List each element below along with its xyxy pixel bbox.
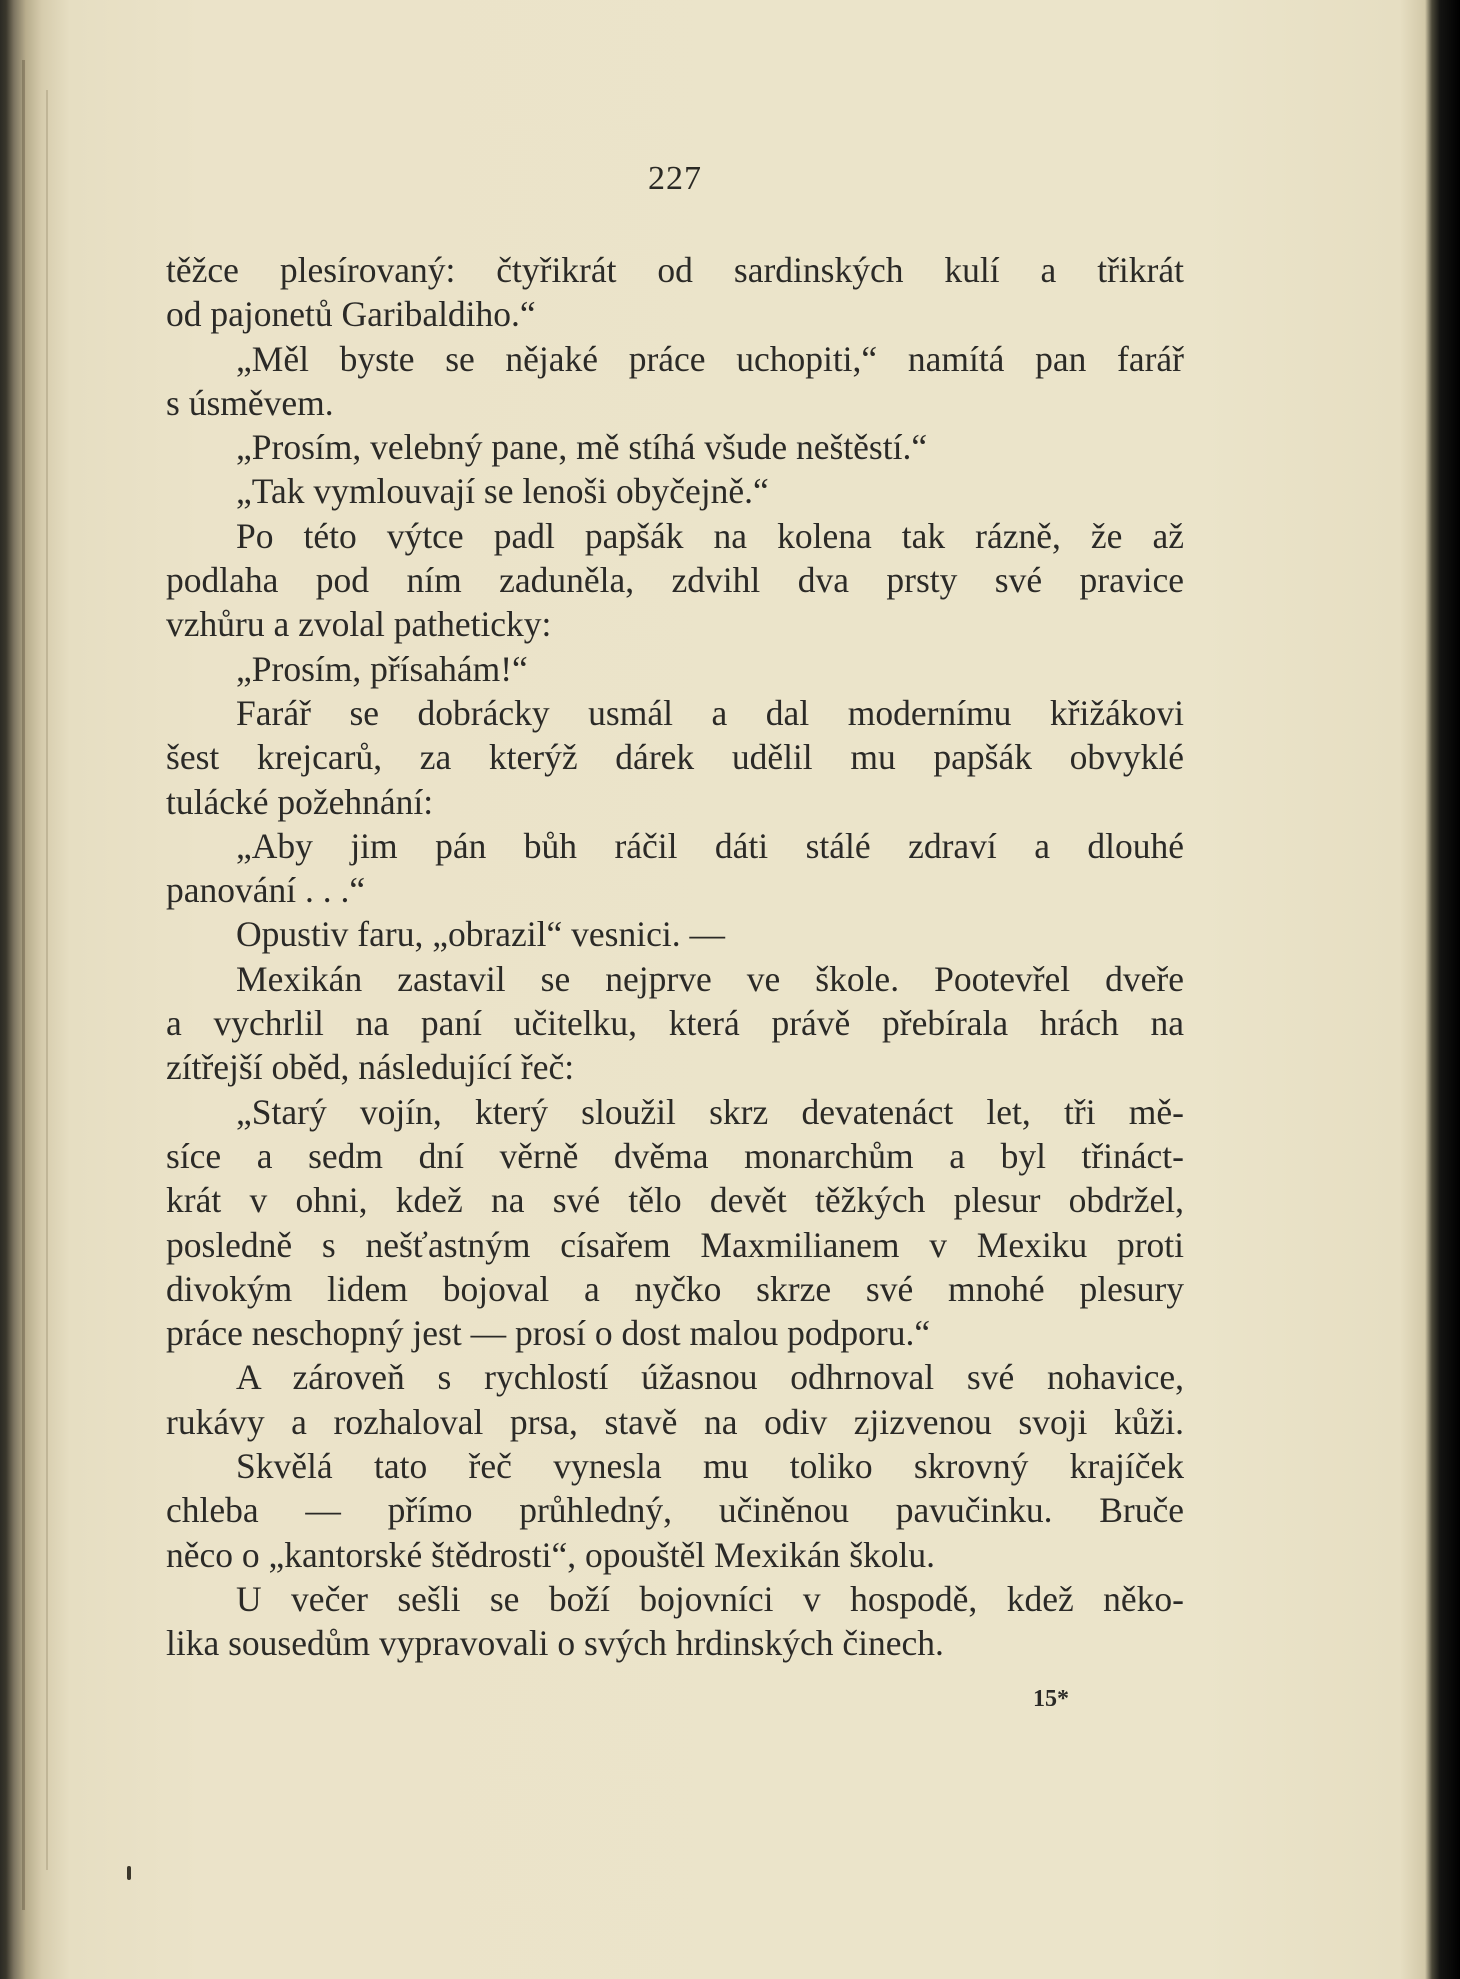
text-line: Po této výtce padl papšák na kolena tak rázně, že až <box>236 515 1184 556</box>
gutter-shadow-inner <box>46 90 48 1870</box>
text-line: síce a sedm dní věrně dvěma monarchům a byl třináct- <box>166 1135 1184 1176</box>
ink-speck <box>127 1866 131 1880</box>
text-line: tulácké požehnání: <box>166 781 434 822</box>
text-line: Skvělá tato řeč vynesla mu toliko skrovný krajíček <box>236 1446 1184 1487</box>
text-line: práce neschopný jest — prosí o dost malou podporu.“ <box>166 1313 931 1354</box>
text-line: Mexikán zastavil se nejprve ve škole. Pootevřel dveře <box>236 958 1184 999</box>
text-line: A zároveň s rychlostí úžasnou odhrnoval své nohavice, <box>236 1357 1184 1398</box>
text-line: něco o „kantorské štědrosti“, opouštěl Mexikán školu. <box>166 1534 936 1575</box>
text-line: „Tak vymlouvají se lenoši obyčejně.“ <box>236 471 769 512</box>
text-line: panování . . .“ <box>166 870 366 911</box>
text-line: zítřejší oběd, následující řeč: <box>166 1047 575 1088</box>
text-line: „Prosím, velebný pane, mě stíhá všude neštěstí.“ <box>236 427 928 468</box>
text-line: chleba — přímo průhledný, učiněnou pavučinku. Bruče <box>166 1490 1184 1531</box>
signature-mark: 15* <box>1033 1686 1069 1712</box>
text-line: lika sousedům vypravovali o svých hrdinských činech. <box>166 1623 944 1664</box>
text-line: s úsměvem. <box>166 382 334 423</box>
text-line: „Prosím, přísahám!“ <box>236 648 528 689</box>
text-line: šest krejcarů, za kterýž dárek udělil mu papšák obvyklé <box>166 737 1184 778</box>
text-line: vzhůru a zvolal patheticky: <box>166 604 552 645</box>
text-line: od pajonetů Garibaldiho.“ <box>166 294 536 335</box>
page-number: 227 <box>648 160 702 197</box>
text-line: „Starý vojín, který sloužil skrz devatenáct let, tři mě- <box>236 1091 1184 1132</box>
gutter-shadow <box>22 60 25 1910</box>
text-line: těžce plesírovaný: čtyřikrát od sardinských kulí a třikrát <box>166 250 1184 290</box>
text-line: „Měl byste se nějaké práce uchopiti,“ namítá pan farář <box>236 338 1184 379</box>
text-line: rukávy a rozhaloval prsa, stavě na odiv zjizvenou svoji kůži. <box>166 1401 1184 1442</box>
text-line: Farář se dobrácky usmál a dal modernímu křižákovi <box>236 692 1184 733</box>
text-line: podlaha pod ním zaduněla, zdvihl dva prsty své pravice <box>166 560 1184 601</box>
text-line: U večer sešli se boží bojovníci v hospodě, kdež něko- <box>236 1578 1184 1619</box>
text-line: Opustiv faru, „obrazil“ vesnici. — <box>236 914 725 955</box>
text-line: divokým lidem bojoval a nyčko skrze své mnohé plesury <box>166 1268 1184 1309</box>
text-line: a vychrlil na paní učitelku, která právě přebírala hrách na <box>166 1003 1184 1044</box>
text-line: krát v ohni, kdež na své tělo devět těžkých plesur obdržel, <box>166 1180 1184 1221</box>
text-line: „Aby jim pán bůh ráčil dáti stálé zdraví a dlouhé <box>236 825 1184 866</box>
body-text <box>166 248 1184 1666</box>
text-line: posledně s nešťastným císařem Maxmilianem v Mexiku proti <box>166 1224 1184 1265</box>
